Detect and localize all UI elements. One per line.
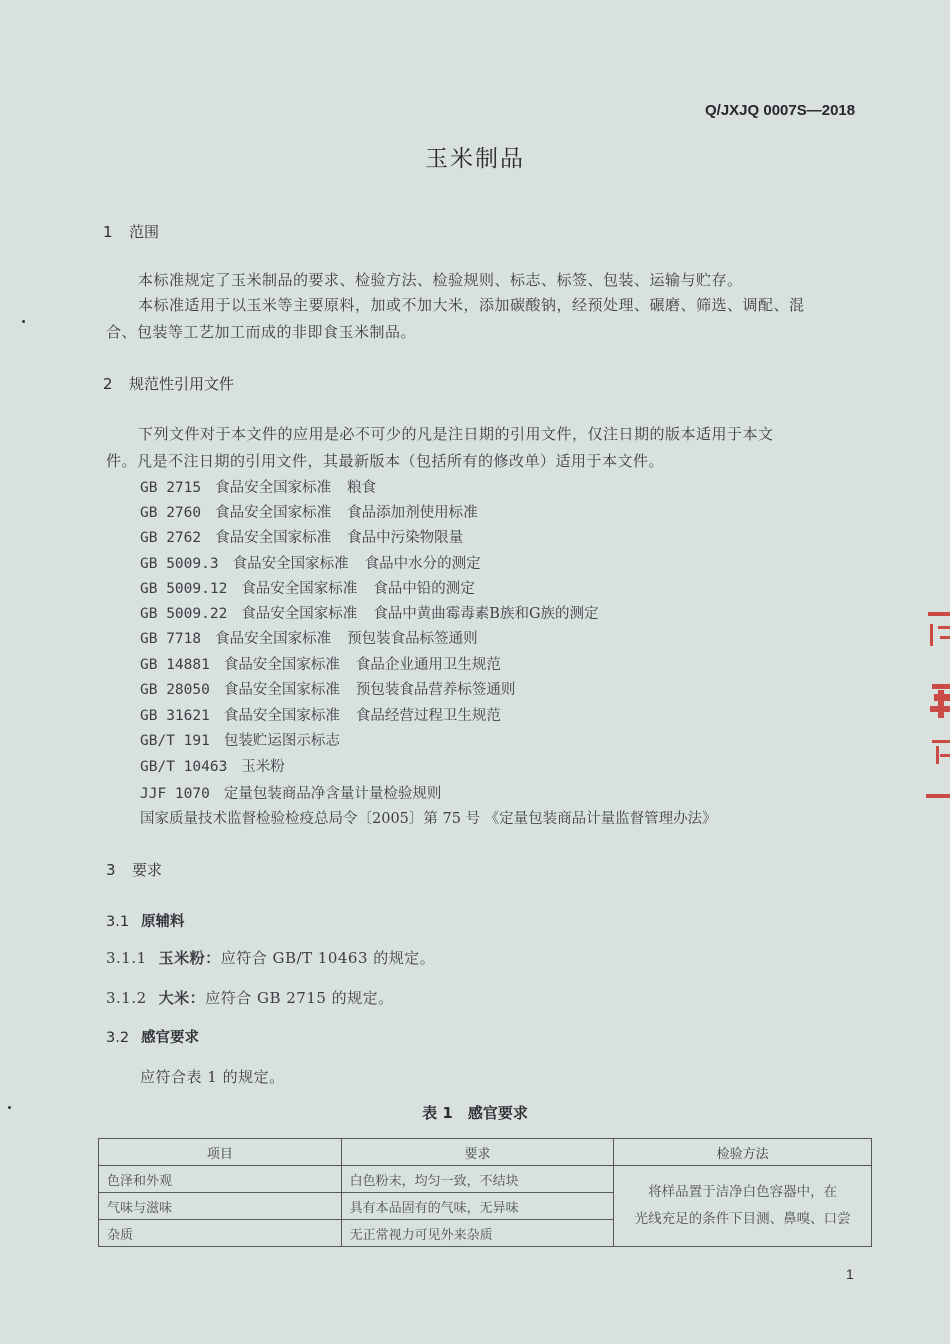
section-1-heading [103, 221, 159, 242]
section-number: 1 [103, 223, 113, 241]
section-3-2-heading: 3.2 感官要求 [106, 1030, 200, 1046]
section-title: 范围 [129, 223, 160, 241]
reference-item: JJF 1070 定量包装商品净含量计量检验规则 [140, 786, 442, 802]
section-3-1-heading: 3.1 原辅料 [106, 914, 185, 930]
reference-item: GB 5009.3 食品安全国家标准 食品中水分的测定 [140, 556, 481, 572]
table-header-row [99, 1139, 872, 1166]
references-intro-line-2: 件。凡是不注日期的引用文件，其最新版本（包括所有的修改单）适用于本文件。 [106, 452, 665, 470]
scope-paragraph-2-line-1: 本标准适用于以玉米等主要原料，加或不加大米，添加碳酸钠，经预处理、碾磨、筛选、调配、混 [138, 296, 805, 314]
table-caption: 表 1 感官要求 [422, 1104, 528, 1122]
reference-item: GB 2715 食品安全国家标准 粮食 [140, 480, 377, 496]
scan-speck [22, 320, 25, 323]
red-seal-stamp [918, 598, 950, 808]
table-row [99, 1166, 872, 1193]
reference-item: GB 28050 食品安全国家标准 预包装食品营养标签通则 [140, 682, 516, 698]
section-title: 要求 [132, 861, 163, 879]
reference-item: GB 2762 食品安全国家标准 食品中污染物限量 [140, 530, 464, 546]
table-cell: 具有本品固有的气味，无异味 [341, 1193, 614, 1220]
page-number: 1 [846, 1266, 854, 1282]
reference-item: GB 31621 食品安全国家标准 食品经营过程卫生规范 [140, 708, 501, 724]
section-number: 2 [103, 375, 113, 393]
header-cell: 项目 [99, 1139, 342, 1166]
scan-speck [8, 1106, 11, 1109]
reference-decree: 国家质量技术监督检验检疫总局令〔2005〕第 75 号 《定量包装商品计量监督管理办法》 [140, 811, 717, 827]
header-cell: 检验方法 [614, 1139, 872, 1166]
section-3-2-text: 应符合表 1 的规定。 [140, 1068, 285, 1086]
table-cell: 杂质 [99, 1220, 342, 1247]
reference-item: GB/T 10463 玉米粉 [140, 759, 285, 775]
reference-item: GB 5009.12 食品安全国家标准 食品中铅的测定 [140, 581, 475, 597]
table-cell: 色泽和外观 [99, 1166, 342, 1193]
document-title: 玉米制品 [425, 146, 525, 172]
reference-item: GB 14881 食品安全国家标准 食品企业通用卫生规范 [140, 657, 501, 673]
section-2-heading [103, 373, 234, 394]
section-number: 3 [106, 861, 116, 879]
scope-paragraph-2-line-2: 合、包装等工艺加工而成的非即食玉米制品。 [106, 323, 417, 341]
header-cell: 要求 [341, 1139, 614, 1166]
section-3-1-1: 3.1.1 玉米粉：应符合 GB/T 10463 的规定。 [106, 949, 436, 967]
reference-item: GB 5009.22 食品安全国家标准 食品中黄曲霉毒素B族和G族的测定 [140, 606, 599, 622]
reference-item: GB 2760 食品安全国家标准 食品添加剂使用标准 [140, 505, 478, 521]
section-3-heading [106, 859, 162, 880]
reference-item: GB/T 191 包装贮运图示标志 [140, 733, 340, 749]
table-cell: 白色粉末，均匀一致，不结块 [341, 1166, 614, 1193]
scope-paragraph-1: 本标准规定了玉米制品的要求、检验方法、检验规则、标志、标签、包装、运输与贮存。 [138, 271, 743, 289]
method-cell: 将样品置于洁净白色容器中，在 光线充足的条件下目测、鼻嗅、口尝 [614, 1166, 872, 1247]
sensory-table [98, 1138, 872, 1247]
table-cell: 气味与滋味 [99, 1193, 342, 1220]
table-cell: 无正常视力可见外来杂质 [341, 1220, 614, 1247]
references-intro-line-1: 下列文件对于本文件的应用是必不可少的凡是注日期的引用文件，仅注日期的版本适用于本文 [138, 425, 774, 443]
section-3-1-2: 3.1.2 大米：应符合 GB 2715 的规定。 [106, 989, 394, 1007]
reference-item: GB 7718 食品安全国家标准 预包装食品标签通则 [140, 631, 478, 647]
standard-number: Q/JXJQ 0007S—2018 [705, 102, 856, 119]
section-title: 规范性引用文件 [129, 375, 235, 393]
